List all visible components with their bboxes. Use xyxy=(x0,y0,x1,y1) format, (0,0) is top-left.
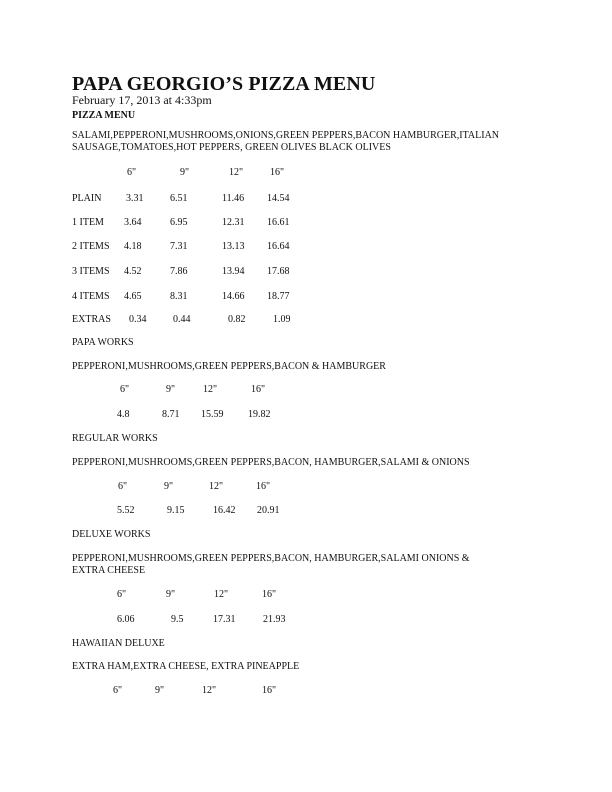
size-header: 16" xyxy=(251,384,266,395)
size-header: 6" xyxy=(118,481,128,492)
special-description: PEPPERONI,MUSHROOMS,GREEN PEPPERS,BACON, HAMBURGER,SALAMI ONIONS & xyxy=(72,553,470,564)
special-description: PEPPERONI,MUSHROOMS,GREEN PEPPERS,BACON, HAMBURGER,SALAMI & ONIONS xyxy=(72,457,470,468)
price-cell: 21.93 xyxy=(263,614,286,625)
size-header: 9" xyxy=(166,384,176,395)
row-label: 3 ITEMS xyxy=(72,266,110,277)
special-name: HAWAIIAN DELUXE xyxy=(72,638,165,649)
price-cell: 17.31 xyxy=(213,614,236,625)
size-header-9: 9" xyxy=(180,167,190,178)
post-date: February 17, 2013 at 4:33pm xyxy=(72,93,212,107)
price-cell: 16.61 xyxy=(267,217,290,228)
size-header: 6" xyxy=(113,685,123,696)
size-header: 16" xyxy=(256,481,271,492)
special-name: DELUXE WORKS xyxy=(72,529,151,540)
size-header-16: 16" xyxy=(270,167,285,178)
price-cell: 9.15 xyxy=(167,505,185,516)
special-name: PAPA WORKS xyxy=(72,337,134,348)
size-header-6: 6" xyxy=(127,167,137,178)
price-cell: 3.64 xyxy=(124,217,142,228)
size-header: 9" xyxy=(166,589,176,600)
row-label: EXTRAS xyxy=(72,314,111,325)
price-cell: 1.09 xyxy=(273,314,291,325)
price-cell: 4.52 xyxy=(124,266,142,277)
price-cell: 13.94 xyxy=(222,266,245,277)
size-header: 9" xyxy=(155,685,165,696)
toppings-line-1: SALAMI,PEPPERONI,MUSHROOMS,ONIONS,GREEN PEPPERS,BACON HAMBURGER,ITALIAN xyxy=(72,130,500,141)
price-cell: 3.31 xyxy=(126,193,144,204)
price-cell: 16.64 xyxy=(267,241,290,252)
size-header-12: 12" xyxy=(229,167,244,178)
price-cell: 8.31 xyxy=(170,291,188,302)
price-cell: 12.31 xyxy=(222,217,245,228)
special-description: EXTRA CHEESE xyxy=(72,565,146,576)
size-header: 16" xyxy=(262,685,277,696)
price-cell: 0.82 xyxy=(228,314,246,325)
size-header: 6" xyxy=(117,589,127,600)
price-cell: 7.86 xyxy=(170,266,188,277)
price-cell: 4.8 xyxy=(117,409,130,420)
price-cell: 6.51 xyxy=(170,193,188,204)
price-cell: 6.95 xyxy=(170,217,188,228)
row-label: PLAIN xyxy=(72,193,102,204)
price-cell: 13.13 xyxy=(222,241,245,252)
special-name: REGULAR WORKS xyxy=(72,433,158,444)
price-cell: 15.59 xyxy=(201,409,224,420)
price-cell: 14.66 xyxy=(222,291,245,302)
price-cell: 19.82 xyxy=(248,409,271,420)
price-cell: 5.52 xyxy=(117,505,135,516)
price-cell: 9.5 xyxy=(171,614,184,625)
special-description: EXTRA HAM,EXTRA CHEESE, EXTRA PINEAPPLE xyxy=(72,661,300,672)
size-header: 12" xyxy=(214,589,229,600)
price-cell: 4.65 xyxy=(124,291,142,302)
price-cell: 18.77 xyxy=(267,291,290,302)
page-title: PAPA GEORGIO’S PIZZA MENU xyxy=(72,73,376,95)
price-cell: 20.91 xyxy=(257,505,280,516)
price-cell: 0.44 xyxy=(173,314,191,325)
price-cell: 16.42 xyxy=(213,505,236,516)
price-cell: 17.68 xyxy=(267,266,290,277)
row-label: 4 ITEMS xyxy=(72,291,110,302)
special-description: PEPPERONI,MUSHROOMS,GREEN PEPPERS,BACON & HAMBURGER xyxy=(72,361,386,372)
row-label: 1 ITEM xyxy=(72,217,104,228)
size-header: 12" xyxy=(209,481,224,492)
row-label: 2 ITEMS xyxy=(72,241,110,252)
price-cell: 7.31 xyxy=(170,241,188,252)
price-cell: 8.71 xyxy=(162,409,180,420)
section-label: PIZZA MENU xyxy=(72,110,136,121)
toppings-line-2: SAUSAGE,TOMATOES,HOT PEPPERS, GREEN OLIVES BLACK OLIVES xyxy=(72,142,391,153)
price-cell: 4.18 xyxy=(124,241,142,252)
size-header: 6" xyxy=(120,384,130,395)
size-header: 12" xyxy=(203,384,218,395)
size-header: 9" xyxy=(164,481,174,492)
size-header: 12" xyxy=(202,685,217,696)
price-cell: 0.34 xyxy=(129,314,147,325)
size-header: 16" xyxy=(262,589,277,600)
price-cell: 6.06 xyxy=(117,614,135,625)
price-cell: 11.46 xyxy=(222,193,245,204)
price-cell: 14.54 xyxy=(267,193,290,204)
